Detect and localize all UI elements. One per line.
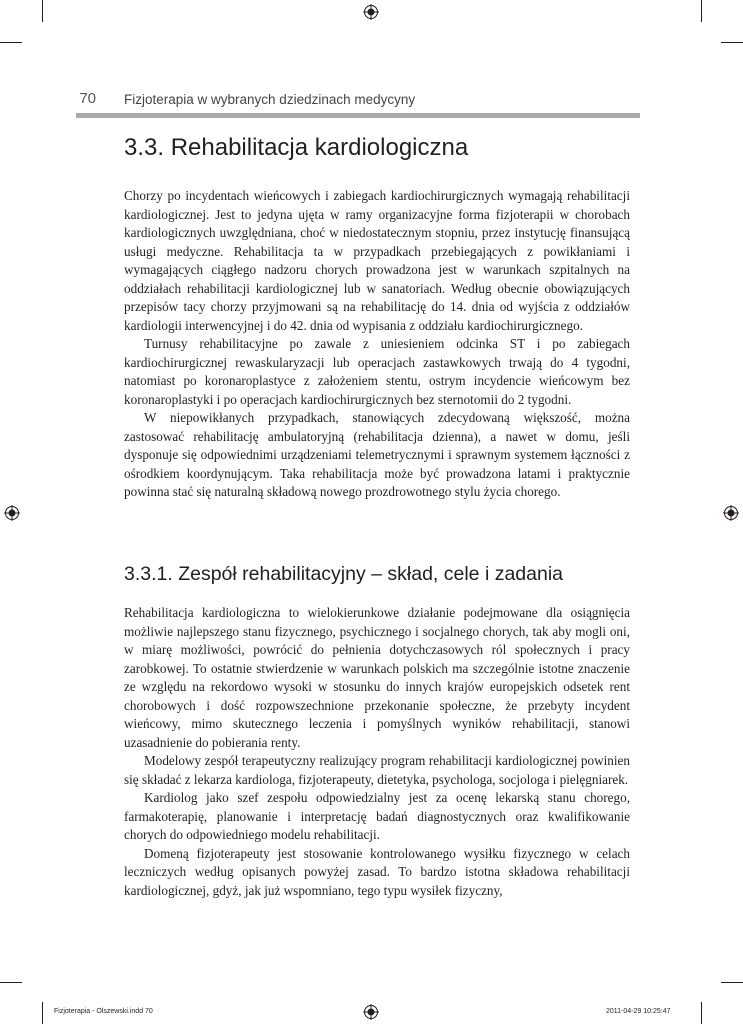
crop-mark — [0, 982, 22, 983]
running-head: Fizjoterapia w wybranych dziedzinach medycyny — [124, 92, 416, 107]
page-number: 70 — [79, 90, 96, 107]
section-body — [124, 187, 630, 502]
registration-mark-icon — [363, 1004, 379, 1020]
crop-mark — [42, 0, 43, 22]
registration-mark-icon — [363, 4, 379, 20]
paragraph: Domeną fizjoterapeuty jest stosowanie kontrolowanego wysiłku fizycznego w celach leczniczych według opisanych powyżej zasad. To bardzo istotna składowa rehabilitacji kardiologicznej, gdyż, jak już wspomniano, tego typu wysiłek fizyczny, — [124, 845, 630, 898]
paragraph: Modelowy zespół terapeutyczny realizujący program rehabilitacji kardiologicznej powinien się składać z lekarza kardiologa, fizjoterapeuty, dietetyka, psychologa, socjologa i pielęgniarek. — [124, 753, 630, 787]
paragraph: Kardiolog jako szef zespołu odpowiedzialny jest za ocenę lekarską stanu chorego, farmakoterapię, planowanie i interpretację badań diagnostycznych oraz kwalifikowanie chorych do odpowiedniego modelu rehabilitacji. — [124, 790, 630, 842]
slug-file-info: Fizjoterapia - Olszewski.indd 70 — [54, 1008, 153, 1015]
registration-mark-icon — [4, 505, 20, 521]
crop-mark — [701, 1002, 702, 1024]
section-title: 3.3. Rehabilitacja kardiologiczna — [124, 134, 469, 161]
subsection-body — [124, 604, 630, 900]
paragraph: Rehabilitacja kardiologiczna to wielokierunkowe działanie podejmowane dla osiągnięcia możliwie najlepszego stanu fizycznego, psychicznego i socjalnego chorych, tak aby mogli oni, w miarę możliwości, powrócić do pełnienia dotychczasowych ról społecznych i pracy zarobkowej. To ostatnie stwierdzenie w warunkach polskich ma szczególnie istotne znaczenie ze względu na rekordowo wysoki w stosunku do innych krajów europejskich odsetek rent chorobowych i dość rozpowszechnione przekonanie społeczne, że przebyty incydent wieńcowy, mimo skutecznego leczenia i pomyślnych wyników rehabilitacji, stanowi uzasadnienie do pobierania renty. — [124, 605, 630, 750]
paragraph: Chorzy po incydentach wieńcowych i zabiegach kardiochirurgicznych wymagają rehabilitacji kardiologicznej. Jest to jedyna ujęta w ramy organizacyjne forma fizjoterapii w chorobach kardiologicznych uwzględniana, choć w niedostatecznym stopniu, przez instytucję finansującą usługi medyczne. Rehabilitacja ta w przypadkach przebiegających z powikłaniami i wymagających ciągłego nadzoru chorych prowadzona jest w warunkach szpitalnych na oddziałach rehabilitacji kardiologicznej lub w sanatoriach. Według obecnie obowiązujących przepisów tacy chorzy przyjmowani są na rehabilitację do 14. dnia od wyjścia z oddziałów kardiologii interwencyjnej i do 42. dnia od wypisania z oddziału kardiochirurgicznego. — [124, 188, 630, 333]
crop-mark — [701, 0, 702, 22]
header-rule — [76, 113, 640, 118]
slug-date-time: 2011-04-29 10:25:47 — [606, 1008, 671, 1015]
crop-mark — [0, 42, 22, 43]
crop-mark — [42, 1002, 43, 1024]
paragraph: W niepowikłanych przypadkach, stanowiących zdecydowaną większość, można zastosować rehabilitację ambulatoryjną (rehabilitacja dzienna), a nawet w domu, jeśli dysponuje się odpowiednimi urządzeniami telemetrycznymi i sprawnym systemem łączności z ośrodkiem koordynującym. Taka rehabilitacja może być prowadzona latami i praktycznie powinna stać się naturalną składową nowego prozdrowotnego stylu życia chorego. — [124, 410, 630, 499]
crop-mark — [721, 982, 743, 983]
crop-mark — [721, 42, 743, 43]
paragraph: Turnusy rehabilitacyjne po zawale z uniesieniem odcinka ST i po zabiegach kardiochirurgicznej rewaskularyzacji lub operacjach zastawkowych trwają do 4 tygodni, natomiast po koronaroplastyce z założeniem stentu, ostrym incydencie wieńcowym bez koronaroplastyki i po operacjach kardiochirurgicznych bez sternotomii do 2 tygodni. — [124, 336, 630, 407]
registration-mark-icon — [723, 505, 739, 521]
subsection-title: 3.3.1. Zespół rehabilitacyjny – skład, cele i zadania — [124, 563, 563, 585]
